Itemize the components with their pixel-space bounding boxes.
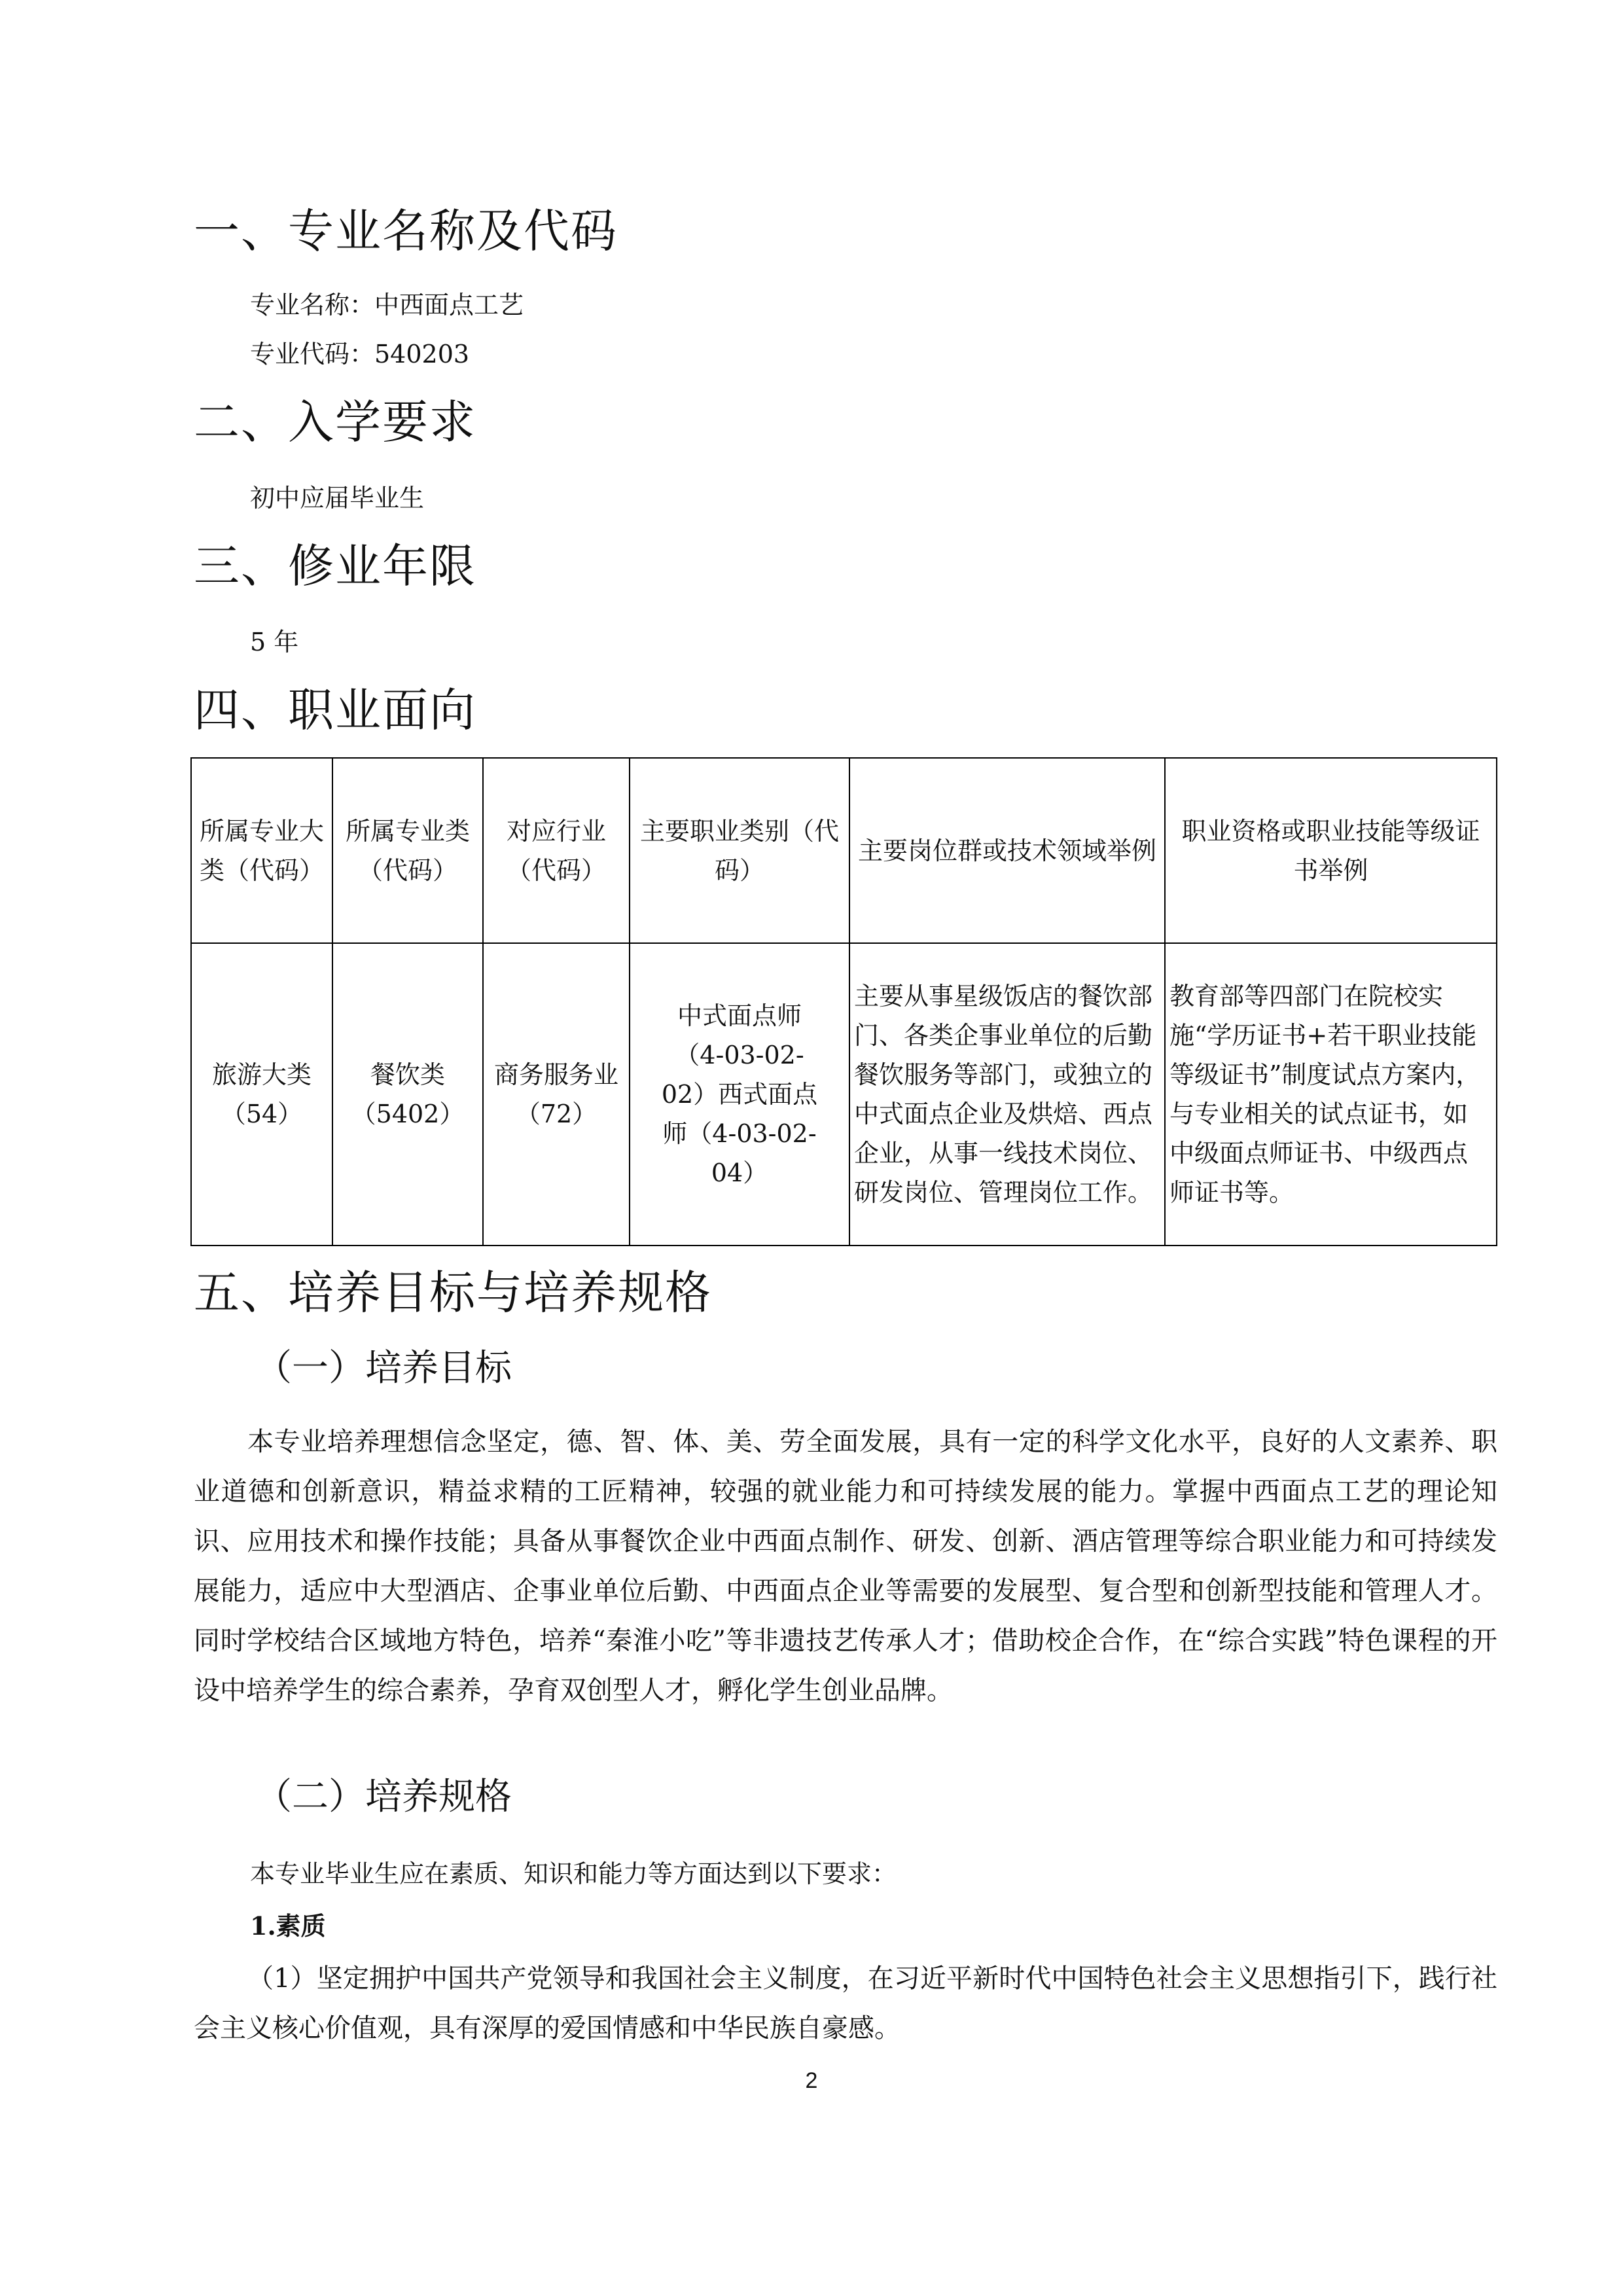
goal-paragraph: 本专业培养理想信念坚定，德、智、体、美、劳全面发展，具有一定的科学文化水平，良好的人文素养、职业道德和创新意识，精益求精的工匠精神，较强的就业能力和可持续发展的能力。掌握中西面点工艺的理论知识、应用技术和操作技能；具备从事餐饮企业中西面点制作、研发、创新、酒店管理等综合职业能力和可持续发展能力，适应中大型酒店、企事业单位后勤、中西面点企业等需要的发展型、复合型和创新型技能和管理人才。同时学校结合区域地方特色，培养“秦淮小吃”等非遗技艺传承人才；借助校企合作，在“综合实践”特色课程的开设中培养学生的综合素养，孕育双创型人才，孵化学生创业品牌。 xyxy=(194,1427,1497,1706)
header-cell: 所属专业类（代码） xyxy=(332,758,483,943)
table-header-row xyxy=(191,758,1497,943)
table-cell: 餐饮类（5402） xyxy=(332,943,483,1246)
section5-heading: 五、培养目标与培养规格 xyxy=(194,1266,712,1319)
header-cell: 主要职业类别（代码） xyxy=(630,758,849,943)
subsection-goal-heading: （一）培养目标 xyxy=(255,1347,512,1390)
section4-heading: 四、职业面向 xyxy=(194,683,476,737)
subsection-spec-heading: （二）培养规格 xyxy=(255,1776,512,1818)
table-cell: 教育部等四部门在院校实施“学历证书+若干职业技能等级证书”制度试点方案内，与专业相关的试点证书，如中级面点师证书、中级西点师证书等。 xyxy=(1165,943,1497,1246)
section3-heading: 三、修业年限 xyxy=(194,539,476,593)
career-table xyxy=(190,757,1497,1246)
quality-heading: 1.素质 xyxy=(250,1911,326,1941)
header-cell: 所属专业大类（代码） xyxy=(191,758,332,943)
table-row xyxy=(191,943,1497,1246)
admission-text: 初中应届毕业生 xyxy=(250,484,425,512)
section1-heading: 一、专业名称及代码 xyxy=(194,204,618,258)
major-name-line: 专业名称：中西面点工艺 xyxy=(250,291,524,319)
spec-intro: 本专业毕业生应在素质、知识和能力等方面达到以下要求： xyxy=(250,1859,897,1888)
table-cell: 主要从事星级饭店的餐饮部门、各类企事业单位的后勤餐饮服务等部门，或独立的中式面点企业及烘焙、西点企业，从事一线技术岗位、研发岗位、管理岗位工作。 xyxy=(849,943,1165,1246)
header-cell: 职业资格或职业技能等级证书举例 xyxy=(1165,758,1497,943)
table-cell: 中式面点师（4-03-02-02）西式面点师（4-03-02-04） xyxy=(630,943,849,1246)
header-cell: 主要岗位群或技术领域举例 xyxy=(849,758,1165,943)
table-cell: 旅游大类（54） xyxy=(191,943,332,1246)
major-code-line: 专业代码：540203 xyxy=(250,340,470,368)
quality-item-1: （1）坚定拥护中国共产党领导和我国社会主义制度，在习近平新时代中国特色社会主义思想指引下，践行社会主义核心价值观，具有深厚的爱国情感和中华民族自豪感。 xyxy=(194,1964,1497,2043)
header-cell: 对应行业（代码） xyxy=(483,758,630,943)
table-cell: 商务服务业（72） xyxy=(483,943,630,1246)
duration-text: 5 年 xyxy=(250,628,299,656)
section2-heading: 二、入学要求 xyxy=(194,395,476,449)
page-number: 2 xyxy=(805,2068,818,2093)
